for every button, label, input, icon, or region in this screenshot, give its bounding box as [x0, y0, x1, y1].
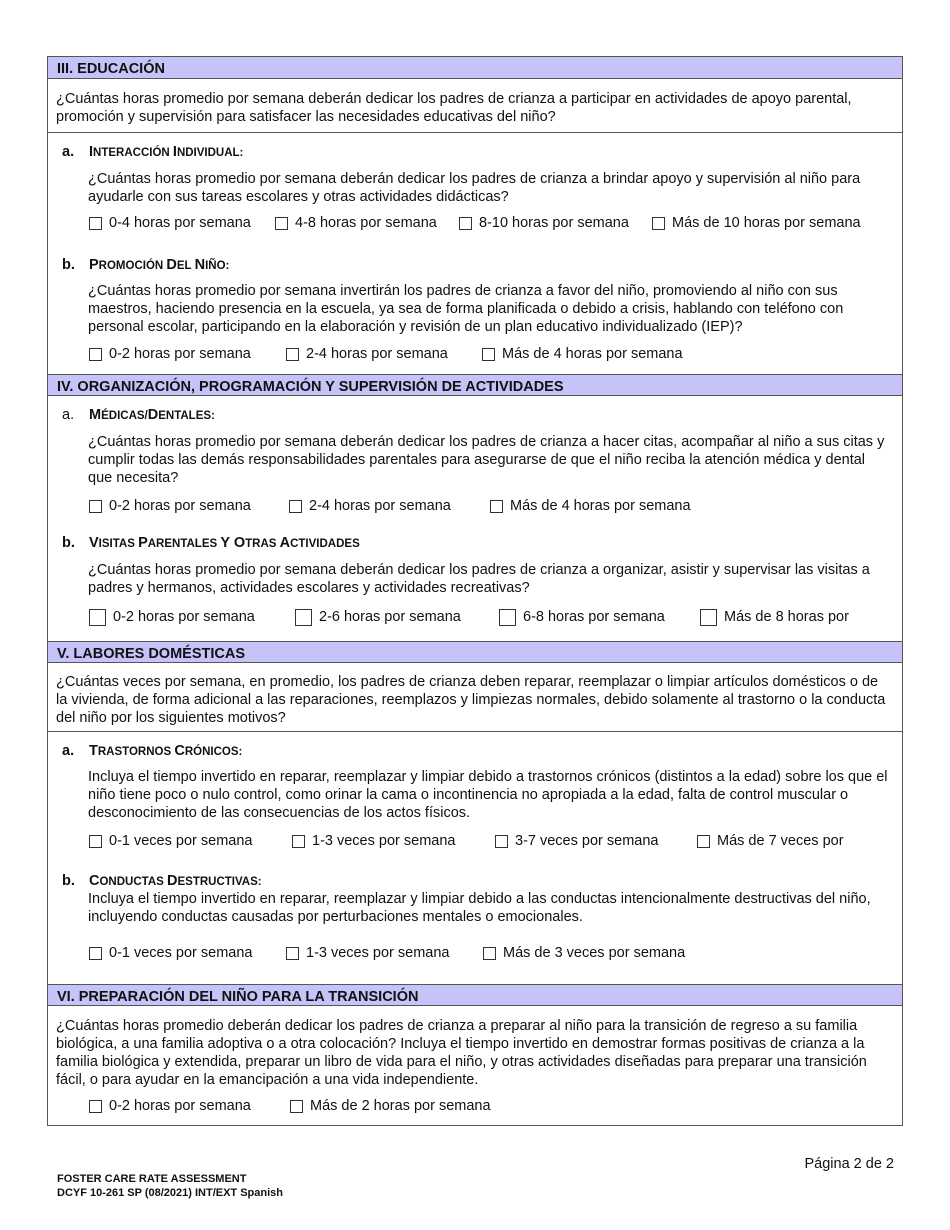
checkbox[interactable]: [490, 500, 503, 513]
section-5-intro: ¿Cuántas veces por semana, en promedio, los padres de crianza deben reparar, reemplazar o limpiar artículos domésticos o de la vivienda, de forma adicional a las reparaciones, reemplazos y limpiezas normales, debido solamente al trastorno o la conducta del niño por los siguientes motivos?: [56, 674, 886, 726]
checkbox[interactable]: [459, 217, 472, 230]
option-label: Más de 3 veces por semana: [503, 945, 686, 961]
checkbox[interactable]: [700, 609, 717, 626]
item-title-medicas: MÉDICAS/DENTALES:: [89, 407, 215, 423]
item-letter: a.: [62, 144, 75, 160]
option[interactable]: [499, 608, 665, 626]
option[interactable]: [697, 832, 844, 850]
option[interactable]: [89, 1097, 251, 1115]
item-title-conductas: CONDUCTAS DESTRUCTIVAS:: [89, 873, 262, 889]
checkbox[interactable]: [292, 835, 305, 848]
checkbox[interactable]: [89, 1100, 102, 1113]
item-letter: a.: [62, 407, 75, 423]
checkbox[interactable]: [499, 609, 516, 626]
form-title: FOSTER CARE RATE ASSESSMENT: [57, 1173, 247, 1185]
option[interactable]: [290, 1097, 491, 1115]
divider: [48, 132, 902, 133]
checkbox[interactable]: [286, 348, 299, 361]
option[interactable]: [289, 497, 451, 515]
item-question: Incluya el tiempo invertido en reparar, reemplazar y limpiar debido a las conductas intencionalmente destructivas del niño, incluyendo conductas causadas por perturbaciones mentales o emocionales.: [88, 891, 871, 925]
option-label: Más de 10 horas por semana: [672, 215, 861, 231]
option-label: 3-7 veces por semana: [515, 833, 659, 849]
option-label: 1-3 veces por semana: [306, 945, 450, 961]
option-label: 0-2 horas por semana: [109, 346, 251, 362]
item-question: Incluya el tiempo invertido en reparar, reemplazar y limpiar debido a trastornos crónicos (distintos a la edad) sobre los que el niño tiene poco o nulo control, como orinar la cama o incontinencia no apropiada a la edad, falta de control muscular o desconocimiento de las consecuencias de los actos físicos.: [88, 769, 888, 821]
section-4-header: IV. ORGANIZACIÓN, PROGRAMACIÓN Y SUPERVISIÓN DE ACTIVIDADES: [48, 374, 902, 396]
option-label: 6-8 horas por semana: [523, 609, 665, 625]
option-label: Más de 7 veces por: [717, 833, 844, 849]
option-label: Más de 4 horas por semana: [510, 498, 691, 514]
option[interactable]: [700, 608, 849, 626]
item-question: ¿Cuántas horas promedio por semana deberán dedicar los padres de crianza a brindar apoyo y supervisión al niño para ayudarle con sus tareas escolares y otras actividades didácticas?: [88, 171, 861, 205]
checkbox[interactable]: [89, 947, 102, 960]
checkbox[interactable]: [89, 609, 106, 626]
section-6-intro: ¿Cuántas horas promedio deberán dedicar los padres de crianza a preparar al niño para la transición de regreso a su familia biológica, a una familia adoptiva o a otra colocación? Incluya el tiempo invertido en demostrar formas positivas de crianza a la familia biológica y extendida, preparar un libro de vida para el niño, y otras actividades diseñadas para preparar una transición fácil, o para ayudar en la emancipación a una vida independiente.: [56, 1018, 867, 1088]
item-letter: b.: [62, 873, 75, 889]
item-title-trastornos: TRASTORNOS CRÓNICOS:: [89, 743, 243, 759]
item-title-interaccion: INTERACCIÓN INDIVIDUAL:: [89, 144, 244, 160]
checkbox[interactable]: [697, 835, 710, 848]
assessment-form: [47, 56, 903, 1126]
option-label: 0-1 veces por semana: [109, 833, 253, 849]
divider: [48, 731, 902, 732]
section-3-header: III. EDUCACIÓN: [48, 57, 902, 79]
option-label: 8-10 horas por semana: [479, 215, 629, 231]
item-letter: b.: [62, 535, 75, 551]
option[interactable]: [286, 345, 448, 363]
option[interactable]: [286, 944, 449, 962]
checkbox[interactable]: [652, 217, 665, 230]
section-3-intro: ¿Cuántas horas promedio por semana deberán dedicar los padres de crianza a participar en actividades de apoyo parental, promoción y supervisión para satisfacer las necesidades educativas del niño?: [56, 91, 852, 125]
checkbox[interactable]: [89, 348, 102, 361]
option[interactable]: [275, 214, 437, 232]
checkbox[interactable]: [275, 217, 288, 230]
option[interactable]: [89, 608, 255, 626]
option[interactable]: [89, 832, 252, 850]
option[interactable]: [482, 345, 683, 363]
option[interactable]: [89, 345, 251, 363]
option-label: 1-3 veces por semana: [312, 833, 456, 849]
section-5-header: V. LABORES DOMÉSTICAS: [48, 641, 902, 663]
option[interactable]: [292, 832, 455, 850]
section-6-header: VI. PREPARACIÓN DEL NIÑO PARA LA TRANSICIÓN: [48, 984, 902, 1006]
item-title-visitas: VISITAS PARENTALES Y OTRAS ACTIVIDADES: [89, 535, 360, 551]
option[interactable]: [89, 214, 251, 232]
checkbox[interactable]: [483, 947, 496, 960]
checkbox[interactable]: [482, 348, 495, 361]
item-letter: a.: [62, 743, 75, 759]
option[interactable]: [89, 944, 252, 962]
checkbox[interactable]: [286, 947, 299, 960]
checkbox[interactable]: [89, 217, 102, 230]
option[interactable]: [483, 944, 685, 962]
option-label: 4-8 horas por semana: [295, 215, 437, 231]
item-question: ¿Cuántas horas promedio por semana deberán dedicar los padres de crianza a hacer citas, acompañar al niño a sus citas y cumplir todas las demás responsabilidades parentales para asegurarse de que el niño reciba la atención médica y dental que necesita?: [88, 434, 885, 486]
option-label: 0-2 horas por semana: [113, 609, 255, 625]
form-footer: [57, 1172, 283, 1200]
checkbox[interactable]: [290, 1100, 303, 1113]
option-label: 2-4 horas por semana: [309, 498, 451, 514]
option-label: 0-4 horas por semana: [109, 215, 251, 231]
option[interactable]: [459, 214, 629, 232]
option[interactable]: [295, 608, 461, 626]
option-label: 0-2 horas por semana: [109, 498, 251, 514]
checkbox[interactable]: [89, 835, 102, 848]
item-question: ¿Cuántas horas promedio por semana invertirán los padres de crianza a favor del niño, promoviendo al niño con sus maestros, haciendo presencia en la escuela, ya sea de forma planificada o debido a crisis, hablando con teléfono con personal escolar, participando en la elaboración y revisión de un plan educativo individualizado (IEP)?: [88, 283, 844, 335]
option[interactable]: [652, 214, 861, 232]
checkbox[interactable]: [295, 609, 312, 626]
item-question: ¿Cuántas horas promedio por semana deberán dedicar los padres de crianza a organizar, asistir y supervisar las visitas a padres y hermanos, actividades escolares y actividades recreativas?: [88, 562, 870, 596]
checkbox[interactable]: [89, 500, 102, 513]
page-number: Página 2 de 2: [804, 1156, 894, 1172]
option-label: 2-4 horas por semana: [306, 346, 448, 362]
option-label: 2-6 horas por semana: [319, 609, 461, 625]
option[interactable]: [490, 497, 691, 515]
option[interactable]: [89, 497, 251, 515]
item-letter: b.: [62, 257, 75, 273]
option-label: Más de 8 horas por: [724, 609, 849, 625]
option-label: 0-2 horas por semana: [109, 1098, 251, 1114]
item-title-promocion: PROMOCIÓN DEL NIÑO:: [89, 257, 230, 273]
option[interactable]: [495, 832, 658, 850]
form-code: DCYF 10-261 SP (08/2021) INT/EXT Spanish: [57, 1187, 283, 1199]
checkbox[interactable]: [495, 835, 508, 848]
option-label: Más de 2 horas por semana: [310, 1098, 491, 1114]
option-label: Más de 4 horas por semana: [502, 346, 683, 362]
checkbox[interactable]: [289, 500, 302, 513]
option-label: 0-1 veces por semana: [109, 945, 253, 961]
